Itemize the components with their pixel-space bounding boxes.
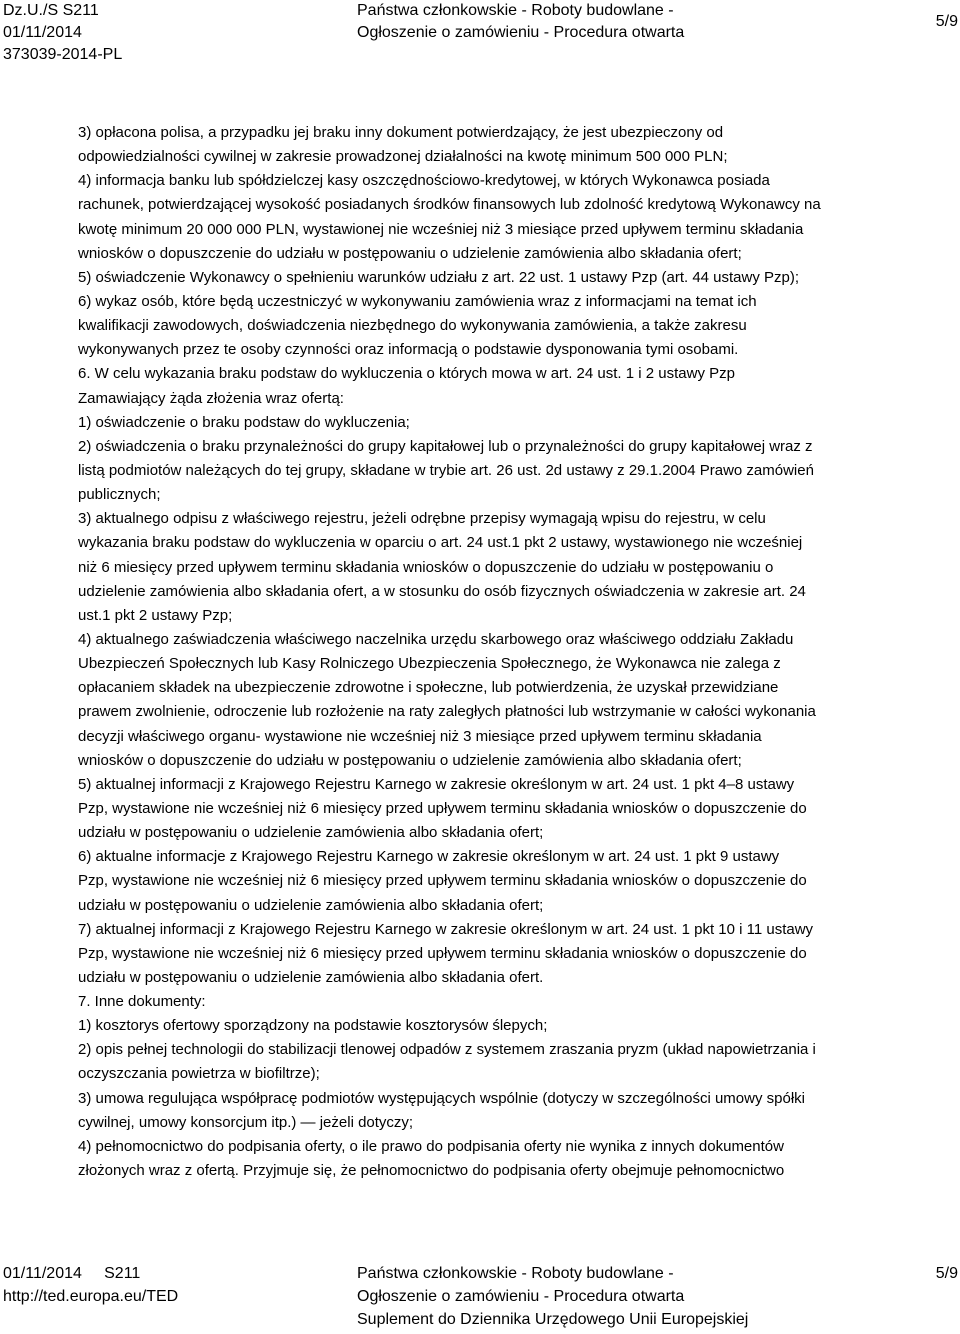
body-line: 7) aktualnej informacji z Krajowego Rejestru Karnego w zakresie określonym w art. 24 ust. 1 pkt 10 i 11 ustawy (78, 920, 814, 938)
body-line: udziału w postępowaniu o udzielenie zamówienia albo składania ofert. (78, 968, 544, 986)
body-line: Zamawiający żąda złożenia wraz ofertą: (78, 389, 344, 407)
body-line: udziału w postępowaniu o udzielenie zamówienia albo składania ofert; (78, 824, 544, 842)
body-line: cywilnej, umowy konsorcjum itp.) — jeżeli dotyczy; (78, 1113, 414, 1131)
header-title-line-2: Ogłoszenie o zamówieniu - Procedura otwarta (357, 24, 685, 41)
body-line: udziału w postępowaniu o udzielenie zamówienia albo składania ofert; (78, 896, 544, 914)
header-reference (3, 0, 122, 66)
footer-title-line-1: Państwa członkowskie - Roboty budowlane - (357, 1265, 674, 1282)
body-line: 4) pełnomocnictwo do podpisania oferty, o ile prawo do podpisania oferty nie wynika z innych dokumentów (78, 1137, 784, 1155)
body-line: 4) informacja banku lub spółdzielczej kasy oszczędnościowo-kredytowej, w których Wykonawca posiada (78, 172, 770, 190)
footer-date-series: 01/11/2014 S211 (3, 1265, 141, 1282)
header-title-line-1: Państwa członkowskie - Roboty budowlane - (357, 2, 674, 19)
body-line: kwotę minimum 20 000 000 PLN, wystawionej nie wcześniej niż 3 miesiące przed upływem terminu składania (78, 220, 804, 238)
body-line: 3) aktualnego odpisu z właściwego rejestru, jeżeli odrębne przepisy wymagają wpisu do rejestru, w celu (78, 510, 766, 528)
document-body (78, 121, 960, 1183)
body-line: 3) opłacona polisa, a przypadku jej braku inny dokument potwierdzający, że jest ubezpieczony od (78, 124, 724, 141)
body-line: 4) aktualnego zaświadczenia właściwego naczelnika urzędu skarbowego oraz właściwego oddziału Zakładu (78, 630, 794, 648)
header-page-number: 5/9 (935, 13, 958, 30)
body-line: Ubezpieczeń Społecznych lub Kasy Rolniczego Ubezpieczenia Społecznego, że Wykonawca nie zalega z (78, 655, 781, 673)
body-line: udzielenie zamówienia albo składania ofert, a w stosunku do osób fizycznych oświadczenia w zakresie art. 24 (78, 582, 806, 600)
header-journal-ref: Dz.U./S S211 (3, 2, 99, 19)
body-line: odpowiedzialności cywilnej w zakresie prowadzonej działalności na kwotę minimum 500 000 PLN; (78, 148, 728, 166)
body-line: 6) wykaz osób, które będą uczestniczyć w wykonywaniu zamówienia wraz z informacjami na temat ich (78, 292, 757, 310)
body-line: 2) oświadczenia o braku przynależności do grupy kapitałowej lub o przynależności do grupy kapitałowej wraz z (78, 437, 813, 455)
body-line: rachunek, potwierdzającej wysokość posiadanych środków finansowych lub zdolność kredytową Wykonawcy na (78, 196, 821, 214)
body-line: listą podmiotów należących do tej grupy, składane w trybie art. 26 ust. 2d ustawy z 29.1.2004 Prawo zamówień (78, 461, 814, 479)
body-line: 6) aktualne informacje z Krajowego Rejestru Karnego w zakresie określonym w art. 24 ust. 1 pkt 9 ustawy (78, 848, 780, 866)
body-line: 2) opis pełnej technologii do stabilizacji tlenowej odpadów z systemem zraszania pryzm (układ napowietrzania i (78, 1041, 816, 1059)
body-line: ust.1 pkt 2 ustawy Pzp; (78, 606, 233, 624)
footer-reference (3, 1262, 178, 1308)
footer-title-line-2: Ogłoszenie o zamówieniu - Procedura otwarta (357, 1288, 685, 1305)
body-line: kwalifikacji zawodowych, doświadczenia niezbędnego do wykonywania zamówienia, a także zakresu (78, 317, 747, 335)
footer-url: http://ted.europa.eu/TED (3, 1288, 179, 1305)
body-line: złożonych wraz z ofertą. Przyjmuje się, że pełnomocnictwo do podpisania oferty obejmuje pełnomocnictwo (78, 1162, 785, 1180)
body-line: niż 6 miesięcy przed upływem terminu składania wniosków o dopuszczenie do udziału w postępowaniu o (78, 558, 774, 576)
footer-title-line-3: Suplement do Dziennika Urzędowego Unii Europejskiej (357, 1311, 749, 1328)
body-line: 5) aktualnej informacji z Krajowego Rejestru Karnego w zakresie określonym w art. 24 ust. 1 pkt 4–8 ustawy (78, 775, 795, 793)
body-line: decyzji właściwego organu- wystawione nie wcześniej niż 3 miesiące przed upływem terminu składania (78, 727, 762, 745)
body-line: wykazania braku podstaw do wykluczenia w oparciu o art. 24 ust.1 pkt 2 ustawy, wystawionego nie wcześniej (78, 534, 803, 552)
body-line: wniosków o dopuszczenie do udziału w postępowaniu o udzielenie zamówienia albo składania ofert; (78, 751, 742, 769)
footer-title (357, 1262, 748, 1331)
body-line: 5) oświadczenie Wykonawcy o spełnieniu warunków udziału z art. 22 ust. 1 ustawy Pzp (art. 44 ustawy Pzp); (78, 268, 800, 286)
body-line: Pzp, wystawione nie wcześniej niż 6 miesięcy przed upływem terminu składania wniosków o dopuszczenie do (78, 872, 807, 890)
header-title (357, 0, 684, 44)
body-line: wykonywanych przez te osoby czynności oraz informacją o podstawie dysponowania tymi osobami. (78, 341, 739, 359)
body-line: Pzp, wystawione nie wcześniej niż 6 miesięcy przed upływem terminu składania wniosków o dopuszczenie do (78, 944, 807, 962)
body-line: opłacaniem składek na ubezpieczenie zdrowotne i społeczne, lub potwierdzenia, że uzyskał przewidziane (78, 679, 779, 697)
body-line: oczyszczania powietrza w biofiltrze); (78, 1065, 320, 1083)
body-line: Pzp, wystawione nie wcześniej niż 6 miesięcy przed upływem terminu składania wniosków o dopuszczenie do (78, 799, 807, 817)
body-line: 6. W celu wykazania braku podstaw do wykluczenia o których mowa w art. 24 ust. 1 i 2 ustawy Pzp (78, 365, 735, 383)
footer-page-number: 5/9 (935, 1265, 958, 1282)
body-line: prawem zwolnienie, odroczenie lub rozłożenie na raty zaległych płatności lub wstrzymanie w całości wykonania (78, 703, 816, 721)
body-line: 1) kosztorys ofertowy sporządzony na podstawie kosztorysów ślepych; (78, 1017, 548, 1035)
body-line: wniosków o dopuszczenie do udziału w postępowaniu o udzielenie zamówienia albo składania ofert; (78, 244, 742, 262)
header-date: 01/11/2014 (3, 24, 82, 41)
body-line: 3) umowa regulująca współpracę podmiotów występujących wspólnie (dotyczy w szczególności umowy spółki (78, 1089, 805, 1107)
body-line: 7. Inne dokumenty: (78, 993, 206, 1011)
body-line: 1) oświadczenie o braku podstaw do wykluczenia; (78, 413, 410, 431)
body-line: publicznych; (78, 486, 161, 504)
header-notice-id: 373039-2014-PL (3, 46, 123, 63)
